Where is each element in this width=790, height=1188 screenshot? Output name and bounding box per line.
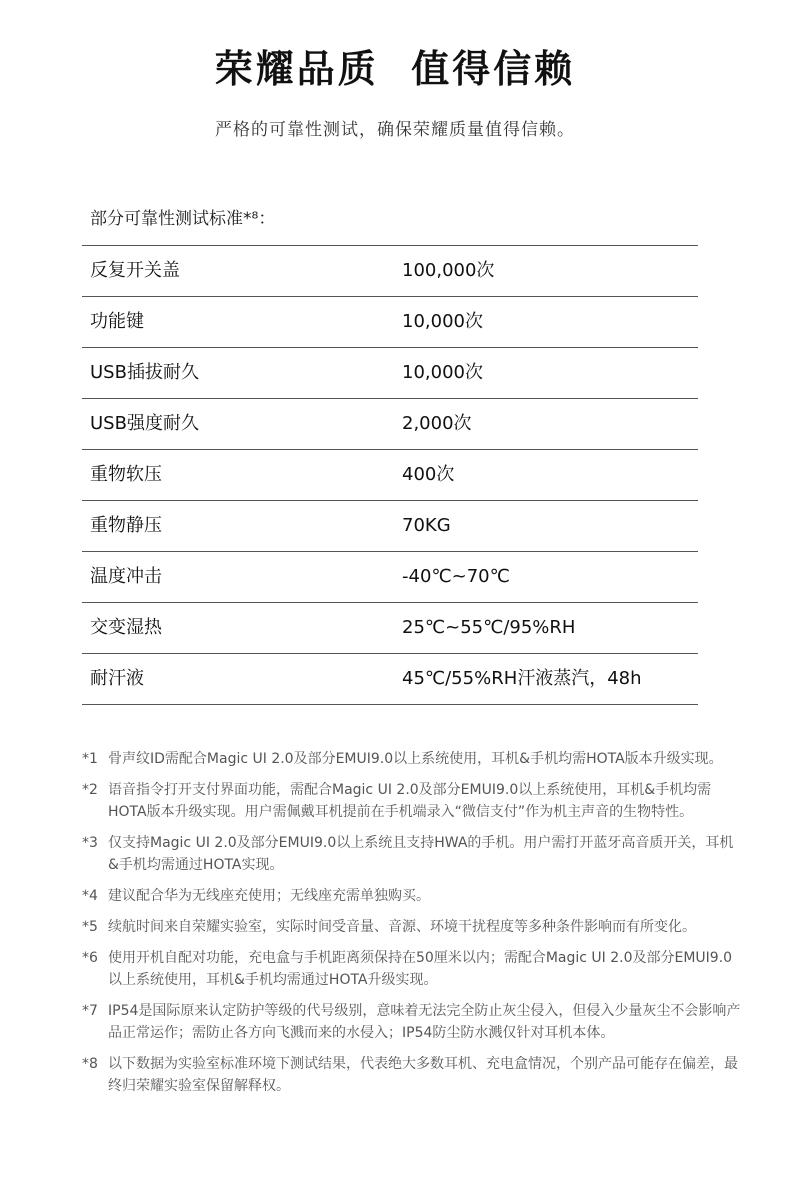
test-item: 重物静压	[90, 515, 162, 536]
test-value: 70KG	[402, 515, 451, 536]
footnote-text: 骨声纹ID需配合Magic UI 2.0及部分EMUI9.0以上系统使用，耳机&手机均需HOTA版本升级实现。	[108, 751, 723, 767]
footnote-text: 仅支持Magic UI 2.0及部分EMUI9.0以上系统且支持HWA的手机。用户需打开蓝牙高音质开关，耳机&手机均需通过HOTA实现。	[108, 835, 734, 873]
table-row	[82, 603, 698, 654]
test-item: 温度冲击	[90, 566, 162, 587]
footnote-number: *2	[82, 782, 98, 798]
footnote-text: 语音指令打开支付界面功能，需配合Magic UI 2.0及部分EMUI9.0以上系统使用，耳机&手机均需HOTA版本升级实现。用户需佩戴耳机提前在手机端录入“微信支付”作为机主声音的生物特性。	[108, 782, 712, 820]
table-row	[82, 399, 698, 450]
footnote	[82, 1053, 742, 1097]
table-row	[82, 654, 698, 705]
footnote-number: *5	[82, 919, 98, 935]
test-value: -40℃~70℃	[402, 566, 510, 587]
test-value: 45℃/55%RH汗液蒸汽，48h	[402, 668, 642, 689]
page-subtitle: 严格的可靠性测试，确保荣耀质量值得信赖。	[215, 120, 575, 140]
footnote-number: *6	[82, 950, 98, 966]
test-value: 100,000次	[402, 260, 495, 281]
footnote-text: 使用开机自配对功能，充电盒与手机距离须保持在50厘米以内；需配合Magic UI 2.0及部分EMUI9.0以上系统使用，耳机&手机均需通过HOTA升级实现。	[108, 950, 733, 988]
footnote	[82, 779, 742, 823]
footnote-number: *7	[82, 1003, 98, 1019]
test-item: 耐汗液	[90, 668, 144, 689]
section-title: 部分可靠性测试标准*⁸：	[90, 209, 276, 229]
footnote	[82, 748, 742, 770]
table-row	[82, 552, 698, 603]
table-row	[82, 297, 698, 348]
page-title: 荣耀品质 值得信赖	[214, 47, 576, 91]
footnote-text: 续航时间来自荣耀实验室，实际时间受音量、音源、环境干扰程度等多种条件影响而有所变化。	[108, 919, 696, 935]
test-value: 10,000次	[402, 311, 483, 332]
footnote	[82, 832, 742, 876]
footnote	[82, 885, 742, 907]
test-item: 功能键	[90, 311, 144, 332]
test-value: 10,000次	[402, 362, 483, 383]
footnote-number: *8	[82, 1056, 98, 1072]
test-item: 反复开关盖	[90, 260, 180, 281]
test-value: 25℃~55℃/95%RH	[402, 617, 576, 638]
footnote	[82, 947, 742, 991]
test-item: 重物软压	[90, 464, 162, 485]
table-row	[82, 501, 698, 552]
test-value: 400次	[402, 464, 455, 485]
test-item: USB强度耐久	[90, 413, 199, 434]
test-value: 2,000次	[402, 413, 472, 434]
footnote-number: *1	[82, 751, 98, 767]
footnote-number: *4	[82, 888, 98, 904]
test-item: 交变湿热	[90, 617, 162, 638]
footnote	[82, 916, 742, 938]
table-row	[82, 348, 698, 399]
test-item: USB插拔耐久	[90, 362, 199, 383]
table-row	[82, 450, 698, 501]
footnote-text: IP54是国际原来认定防护等级的代号级别，意味着无法完全防止灰尘侵入，但侵入少量灰尘不会影响产品正常运作；需防止各方向飞溅而来的水侵入；IP54防尘防水溅仅针对耳机本体。	[108, 1003, 741, 1041]
reliability-table	[82, 245, 698, 705]
footnote-text: 建议配合华为无线座充使用；无线座充需单独购买。	[108, 888, 430, 904]
table-row	[82, 246, 698, 297]
footnote-number: *3	[82, 835, 98, 851]
footnotes	[82, 748, 742, 1106]
footnote-text: 以下数据为实验室标准环境下测试结果，代表绝大多数耳机、充电盒情况，个别产品可能存在偏差，最终归荣耀实验室保留解释权。	[108, 1056, 738, 1094]
footnote	[82, 1000, 742, 1044]
